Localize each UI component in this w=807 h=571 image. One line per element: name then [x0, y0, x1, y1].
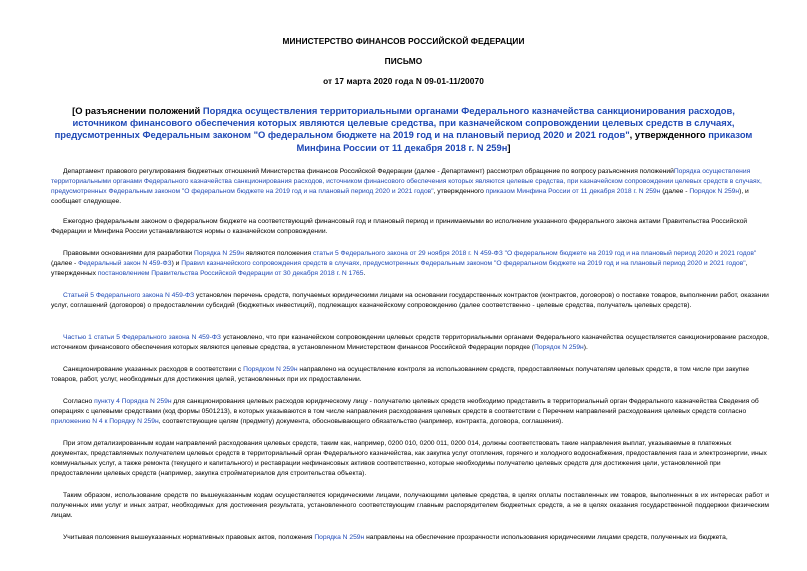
paragraph-text: При этом детализированным кодам направлений расходования целевых средств, таким как, например, 0200 010, 0200 011, 0200 014, должны соответствовать такие направления выплат, указываемые в платежных документах, представляемых получателем целевых средств в территориальный орган Федерального казначейства, как закупка услуг отопления, горячего и холодного водоснабжения, предоставления газа и электроэнергии, иных коммунальных услуг, а также ремонта (текущего и капитального) и реставрации нефинансовых активов соответственно, которые необходимы получателю целевых средств для достижения цели, установленной при предоставлении целевых средств (например, закупка стройматериалов для строительства объекта). [51, 440, 767, 477]
document-type: ПИСЬМО [384, 56, 423, 66]
paragraph-text: Согласно [63, 398, 95, 405]
paragraph-text: Учитывая положения вышеуказанных нормативных правовых актов, положения [63, 534, 315, 541]
link-point-4-poryadok[interactable]: пункту 4 Порядка N 259н [94, 398, 172, 405]
link-poryadok-259n[interactable]: Порядок N 259н [689, 187, 740, 195]
link-government-decree-1765[interactable]: постановлением Правительства Российской Федерации от 30 декабря 2018 г. N 1765 [97, 269, 364, 277]
paragraph-5 [51, 333, 769, 353]
paragraph-7 [51, 397, 769, 427]
paragraph-10 [51, 533, 769, 543]
paragraph-4 [51, 291, 769, 311]
paragraph-8 [51, 439, 769, 479]
link-article-5-law-459[interactable]: статьи 5 Федерального закона от 29 ноября 2018 г. N 459-ФЗ "О федеральном бюджете на 2019 год и на плановый период 2020 и 2021 годов" [312, 250, 757, 257]
paragraph-text: Департамент правового регулирования бюджетных отношений Министерства финансов Российской Федерации (далее - Департамент) рассмотрел обращение по вопросу разъяснения положений [63, 168, 674, 175]
paragraph-2 [51, 217, 769, 237]
title-link-procedure[interactable]: Порядка осуществления территориальными органами Федерального казначейства санкционирования расходов, источником финансового обеспечения которых являются целевые средства, при казначейском сопровождении целевых средств в случаях, предусмотренных Федеральным законом "О федеральном бюджете на 2019 год и на плановый период 2020 и 2021 годов" [54, 105, 735, 141]
paragraph-text: ) и [171, 259, 182, 267]
paragraph-text: ). [583, 343, 588, 351]
paragraph-text: направлены на обеспечение прозрачности использования юридическими лицами средств, полученных из бюджета, [364, 534, 728, 541]
ministry-heading: МИНИСТЕРСТВО ФИНАНСОВ РОССИЙСКОЙ ФЕДЕРАЦИИ [282, 36, 525, 46]
title-text: ] [507, 141, 511, 153]
paragraph-text: (далее - [660, 187, 690, 195]
paragraph-text: . [363, 269, 366, 277]
title-text: [О разъяснении положений [72, 105, 203, 116]
paragraph-text: , утвержденных [51, 259, 748, 277]
document-date-number: от 17 марта 2020 года N 09-01-11/20070 [323, 76, 484, 86]
paragraph-text: , утвержденного [433, 187, 486, 195]
link-poryadok-259n[interactable]: Порядок N 259н [534, 343, 584, 351]
title-text: , утвержденного [629, 129, 709, 141]
paragraph-text: направлено на осуществление контроля за использованием средств, предоставляемых получателям целевых средств, в том числе при закупке товаров, работ, услуг, необходимых для достижения целей, установленных при их предоставлении. [51, 366, 750, 383]
document-title [46, 105, 761, 154]
paragraph-text: установлен перечень средств, получаемых юридическими лицами на основании государственных контрактов (контрактов, договоров) о поставке товаров, выполнении работ, оказании услуг, соглашений (договоров) о предоставлении субсидий (бюджетных инвестиций), подлежащих казначейскому сопровождению (далее соответственно - целевые средства, получатель целевых средств). [51, 292, 769, 309]
link-appendix-4[interactable]: приложению N 4 к Порядку N 259н [51, 417, 159, 425]
paragraph-text: Таким образом, использование средств по вышеуказанным кодам осуществляется юридическими лицами, получающими целевые средства, в целях оплаты поставленных им товаров, выполненных в их интересах работ и полученных ими услуг и иных затрат, необходимых для достижения результата, установленного соответствующим главным распорядителем бюджетных средств, а не в целях оказания государственной поддержки физическим лицам. [51, 492, 769, 519]
paragraph-1 [51, 167, 769, 207]
paragraph-text: Санкционирование указанных расходов в соответствии с [63, 366, 244, 373]
paragraph-text: являются положения [243, 250, 313, 257]
link-procedure[interactable]: Порядка осуществления территориальными органами Федерального казначейства санкционирования расходов, источником финансового обеспечения которых являются целевые средства, при казначейском сопровождении целевых средств в случаях, предусмотренных Федеральным законом "О федеральном бюджете на 2019 год и на плановый период 2020 и 2021 годов" [51, 168, 762, 195]
link-poryadok-259n[interactable]: Порядка N 259н [314, 534, 365, 541]
paragraph-text: Ежегодно федеральным законом о федеральном бюджете на соответствующий финансовый год и плановый период и принимаемыми во исполнение указанного федерального закона актами Правительства Российской Федерации и Минфина России устанавливаются нормы о казначейском сопровождении. [51, 218, 748, 235]
paragraph-text: для санкционирования целевых расходов юридическому лицу - получателю целевых средств необходимо представить в территориальный орган Федерального казначейства Сведения об операциях с целевыми средствами (код формы 0501213), в которых указываются в том числе направления расходования целевых средств в соответствии с Перечнем направлений расходования целевых средств согласно [51, 398, 759, 415]
paragraph-text: ), и сообщает следующее. [51, 187, 749, 205]
link-article-5-law-459[interactable]: Статьей 5 Федерального закона N 459-ФЗ [63, 292, 195, 299]
paragraph-text: Правовыми основаниями для разработки [63, 250, 195, 257]
paragraph-text: , соответствующие целям (предмету) документа, обосновывающего обязательство (например, контракта, договора, соглашения). [158, 417, 564, 425]
link-order-259n[interactable]: приказом Минфина России от 11 декабря 2018 г. N 259н [485, 187, 661, 195]
paragraph-3 [51, 249, 769, 279]
link-part-1-article-5[interactable]: Частью 1 статьи 5 Федерального закона N 459-ФЗ [63, 334, 221, 341]
paragraph-9 [51, 491, 769, 521]
title-link-order[interactable]: приказом Минфина России от 11 декабря 2018 г. N 259н [296, 129, 753, 153]
link-treasury-rules[interactable]: Правил казначейского сопровождения средств в случаях, предусмотренных Федеральным законом "О федеральном бюджете на 2019 год и на плановый период 2020 и 2021 годов" [181, 259, 746, 267]
link-poryadok-259n[interactable]: Порядком N 259н [243, 366, 298, 373]
link-poryadok-259n[interactable]: Порядка N 259н [194, 250, 244, 257]
paragraph-6 [51, 365, 769, 385]
link-law-459[interactable]: Федеральный закон N 459-ФЗ [78, 259, 172, 267]
paragraph-text: установлено, что при казначейском сопровождении целевых средств территориальными органами Федерального казначейства осуществляется санкционирование расходов, источником финансового обеспечения которых являются целевые средства, в установленном Министерством финансов Российской Федерации порядке ( [51, 334, 769, 351]
paragraph-text: (далее - [51, 259, 79, 267]
